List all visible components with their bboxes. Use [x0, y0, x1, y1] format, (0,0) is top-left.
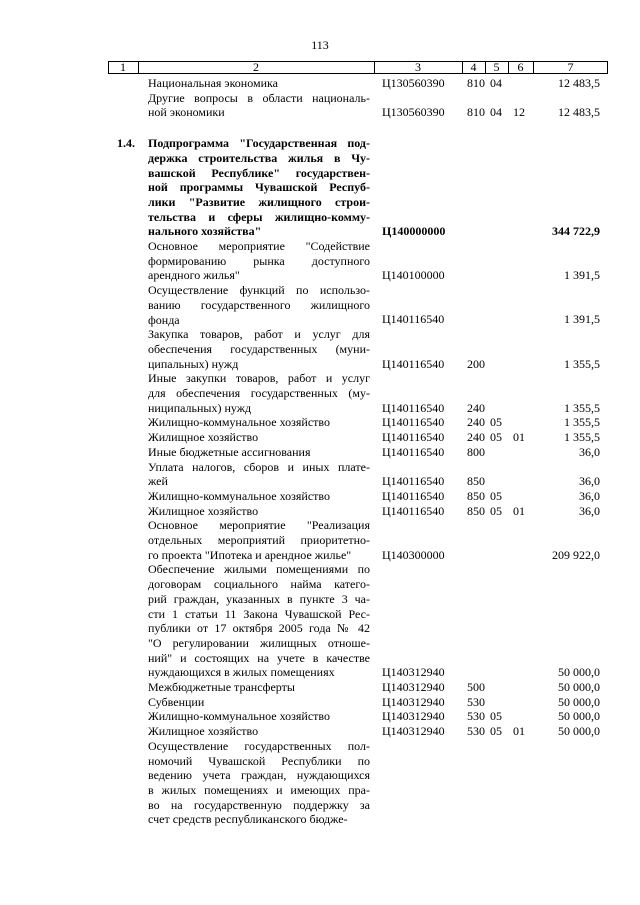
description-line: Жилищное хозяйство — [148, 430, 259, 445]
section-code: 05 — [490, 709, 502, 724]
amount-value: 1 355,5 — [564, 400, 600, 415]
amount-value: 36,0 — [579, 474, 600, 489]
description-line: Подпрограмма "Государственная под- — [148, 136, 370, 151]
table-row — [0, 739, 640, 827]
target-article-code: Ц140116540 — [382, 444, 445, 459]
row-description — [148, 136, 370, 239]
expense-type-code: 810 — [467, 75, 485, 90]
subsection-code: 01 — [513, 503, 525, 518]
description-line: ниципальных) нужд — [148, 400, 252, 415]
description-line: фонда — [148, 312, 180, 327]
expense-type-code: 530 — [467, 724, 485, 739]
description-line: ной программы Чувашской Респуб- — [148, 180, 370, 195]
description-line: Межбюджетные трансферты — [148, 680, 295, 694]
row-description — [148, 739, 370, 827]
table-row — [0, 445, 640, 460]
table-row — [0, 91, 640, 120]
description-line: Жилищное хозяйство — [148, 724, 259, 739]
target-article-code: Ц140000000 — [382, 224, 446, 239]
amount-value: 50 000,0 — [558, 724, 600, 739]
subsection-code: 12 — [513, 105, 525, 120]
description-line: в жилых помещениях и имеющих пра- — [148, 782, 370, 797]
row-description — [148, 415, 370, 430]
amount-value: 12 483,5 — [558, 105, 600, 120]
header-cell-7: 7 — [567, 60, 574, 74]
description-line: сти 1 статьи 11 Закона Чувашской Рес- — [148, 606, 370, 621]
description-line: Субвенции — [148, 694, 205, 709]
table-row — [0, 327, 640, 371]
expense-type-code: 850 — [467, 503, 485, 518]
target-article-code: Ц130560390 — [382, 105, 445, 120]
header-cell-4: 4 — [470, 60, 477, 74]
expense-type-code: 240 — [467, 430, 485, 445]
subsection-code: 01 — [513, 724, 525, 739]
section-code: 05 — [490, 415, 502, 430]
amount-value: 50 000,0 — [558, 665, 600, 680]
description-line: Жилищное хозяйство — [148, 503, 259, 518]
table-row — [0, 76, 640, 91]
target-article-code: Ц140312940 — [382, 694, 445, 709]
description-line: ний" и состоящих на учете в качестве — [148, 650, 370, 665]
description-line: обеспечения государственных (муни- — [148, 341, 370, 356]
table-row — [0, 371, 640, 415]
row-description — [148, 91, 370, 120]
description-line: Осуществление государственных пол- — [148, 738, 370, 753]
table-row — [0, 680, 640, 695]
expense-type-code: 850 — [467, 474, 485, 489]
subsection-code: 01 — [513, 430, 525, 445]
description-line: лики "Развитие жилищного строи- — [148, 194, 370, 209]
description-line: "О регулировании жилищных отноше- — [148, 635, 370, 650]
table-row — [0, 460, 640, 489]
target-article-code: Ц140312940 — [382, 679, 445, 694]
description-line: номочий Чувашской Республики по — [148, 753, 370, 768]
row-description — [148, 680, 370, 695]
amount-value: 1 355,5 — [564, 430, 600, 445]
table-row — [0, 518, 640, 562]
section-code: 05 — [490, 430, 502, 445]
description-line: ванию государственного жилищного — [148, 297, 370, 312]
row-description — [148, 724, 370, 739]
amount-value: 36,0 — [579, 488, 600, 503]
target-article-code: Ц140116540 — [382, 415, 445, 430]
amount-value: 1 355,5 — [564, 415, 600, 430]
header-cell-3: 3 — [415, 60, 421, 74]
expense-type-code: 800 — [467, 444, 485, 459]
row-description — [148, 504, 370, 519]
description-line: для обеспечения государственных (му- — [148, 386, 370, 400]
target-article-code: Ц140116540 — [382, 430, 445, 445]
description-line: ной экономики — [148, 105, 225, 120]
row-description — [148, 695, 370, 710]
section-code: 05 — [490, 503, 502, 518]
description-line: Другие вопросы в области националь- — [148, 90, 370, 105]
row-description — [148, 430, 370, 445]
description-line: арендного жилья" — [148, 268, 240, 283]
description-line: Основное мероприятие "Содействие — [148, 239, 370, 253]
expense-type-code: 530 — [467, 709, 485, 724]
amount-value: 36,0 — [579, 444, 600, 459]
header-cell-6: 6 — [517, 60, 524, 74]
description-line: Жилищно-коммунальное хозяйство — [148, 488, 331, 503]
description-line: Уплата налогов, сборов и иных плате- — [148, 459, 370, 474]
target-article-code: Ц140116540 — [382, 400, 445, 415]
row-description — [148, 371, 370, 415]
row-description — [148, 283, 370, 327]
amount-value: 209 922,0 — [552, 547, 600, 562]
description-line: во на государственную поддержку за — [148, 797, 370, 812]
description-line: Национальная экономика — [148, 76, 278, 90]
description-line: Осуществление функций по использо- — [148, 283, 370, 298]
section-code: 04 — [490, 105, 502, 120]
section-code: 05 — [490, 724, 502, 739]
target-article-code: Ц140300000 — [382, 547, 445, 562]
header-cell-2: 2 — [253, 60, 259, 74]
expense-type-code: 240 — [467, 415, 485, 430]
amount-value: 1 391,5 — [564, 268, 600, 283]
section-code: 05 — [490, 488, 502, 503]
description-line: договорам социального найма катего- — [148, 577, 370, 592]
header-cell-5: 5 — [493, 60, 500, 74]
page-number: 113 — [311, 38, 329, 52]
target-article-code: Ц130560390 — [382, 75, 445, 90]
row-description — [148, 239, 370, 283]
description-line: Иные закупки товаров, работ и услуг — [148, 371, 370, 386]
description-line: нуждающихся в жилых помещениях — [148, 665, 335, 680]
expense-type-code: 850 — [467, 488, 485, 503]
amount-value: 1 391,5 — [564, 312, 600, 327]
table-header — [108, 61, 608, 74]
section-code: 04 — [490, 75, 502, 90]
amount-value: 50 000,0 — [558, 709, 600, 724]
description-line: счет средств республиканского бюдже- — [148, 812, 348, 827]
expense-type-code: 530 — [467, 694, 485, 709]
row-description — [148, 518, 370, 562]
description-line: Жилищно-коммунальное хозяйство — [148, 415, 331, 430]
table-row — [0, 489, 640, 504]
description-line: Закупка товаров, работ и услуг для — [148, 327, 370, 342]
description-line: жей — [148, 474, 168, 489]
table-row — [0, 415, 640, 430]
table-row — [0, 724, 640, 739]
description-line: тельства и сферы жилищно-комму- — [148, 209, 370, 224]
row-description — [148, 327, 370, 371]
target-article-code: Ц140312940 — [382, 665, 445, 680]
row-description — [148, 562, 370, 680]
description-line: публики от 17 октября 2005 года № 42 — [148, 621, 370, 636]
description-line: Иные бюджетные ассигнования — [148, 444, 311, 459]
row-description — [148, 709, 370, 724]
amount-value: 50 000,0 — [558, 679, 600, 694]
amount-value: 1 355,5 — [564, 356, 600, 371]
row-description — [148, 76, 370, 91]
expense-type-code: 810 — [467, 105, 485, 120]
description-line: го проекта "Ипотека и арендное жилье" — [148, 547, 352, 562]
row-description — [148, 445, 370, 460]
description-line: держка строительства жилья в Чу- — [148, 150, 370, 165]
target-article-code: Ц140116540 — [382, 474, 445, 489]
amount-value: 36,0 — [579, 503, 600, 518]
description-line: нального хозяйства" — [148, 224, 262, 239]
section-number: 1.4. — [117, 136, 135, 151]
description-line: ведению учета граждан, нуждающихся — [148, 768, 370, 783]
table-row — [0, 504, 640, 519]
row-description — [148, 460, 370, 489]
description-line: формированию рынка доступного — [148, 253, 370, 268]
description-line: Обеспечение жилыми помещениями по — [148, 562, 370, 577]
description-line: отдельных мероприятий приоритетно- — [148, 533, 370, 547]
target-article-code: Ц140116540 — [382, 312, 445, 327]
table-row — [0, 239, 640, 283]
expense-type-code: 200 — [467, 356, 485, 371]
amount-value: 12 483,5 — [558, 75, 600, 90]
expense-type-code: 500 — [467, 679, 485, 694]
amount-value: 344 722,9 — [552, 224, 600, 239]
table-row — [0, 430, 640, 445]
description-line: ципальных) нужд — [148, 356, 239, 371]
description-line: вашской Республике" государствен- — [148, 165, 370, 180]
table-row — [0, 695, 640, 710]
target-article-code: Ц140116540 — [382, 503, 445, 518]
table-row — [0, 283, 640, 327]
expense-type-code: 240 — [467, 400, 485, 415]
description-line: Основное мероприятие "Реализация — [148, 518, 370, 533]
target-article-code: Ц140312940 — [382, 709, 445, 724]
target-article-code: Ц140116540 — [382, 488, 445, 503]
table-row — [0, 709, 640, 724]
table-row — [0, 136, 640, 239]
amount-value: 50 000,0 — [558, 694, 600, 709]
description-line: Жилищно-коммунальное хозяйство — [148, 709, 331, 724]
target-article-code: Ц140100000 — [382, 268, 445, 283]
description-line: рий граждан, указанных в пункте 3 ча- — [148, 591, 370, 606]
target-article-code: Ц140116540 — [382, 356, 445, 371]
target-article-code: Ц140312940 — [382, 724, 445, 739]
table-row — [0, 562, 640, 680]
header-cell-1: 1 — [120, 60, 126, 74]
row-description — [148, 489, 370, 504]
